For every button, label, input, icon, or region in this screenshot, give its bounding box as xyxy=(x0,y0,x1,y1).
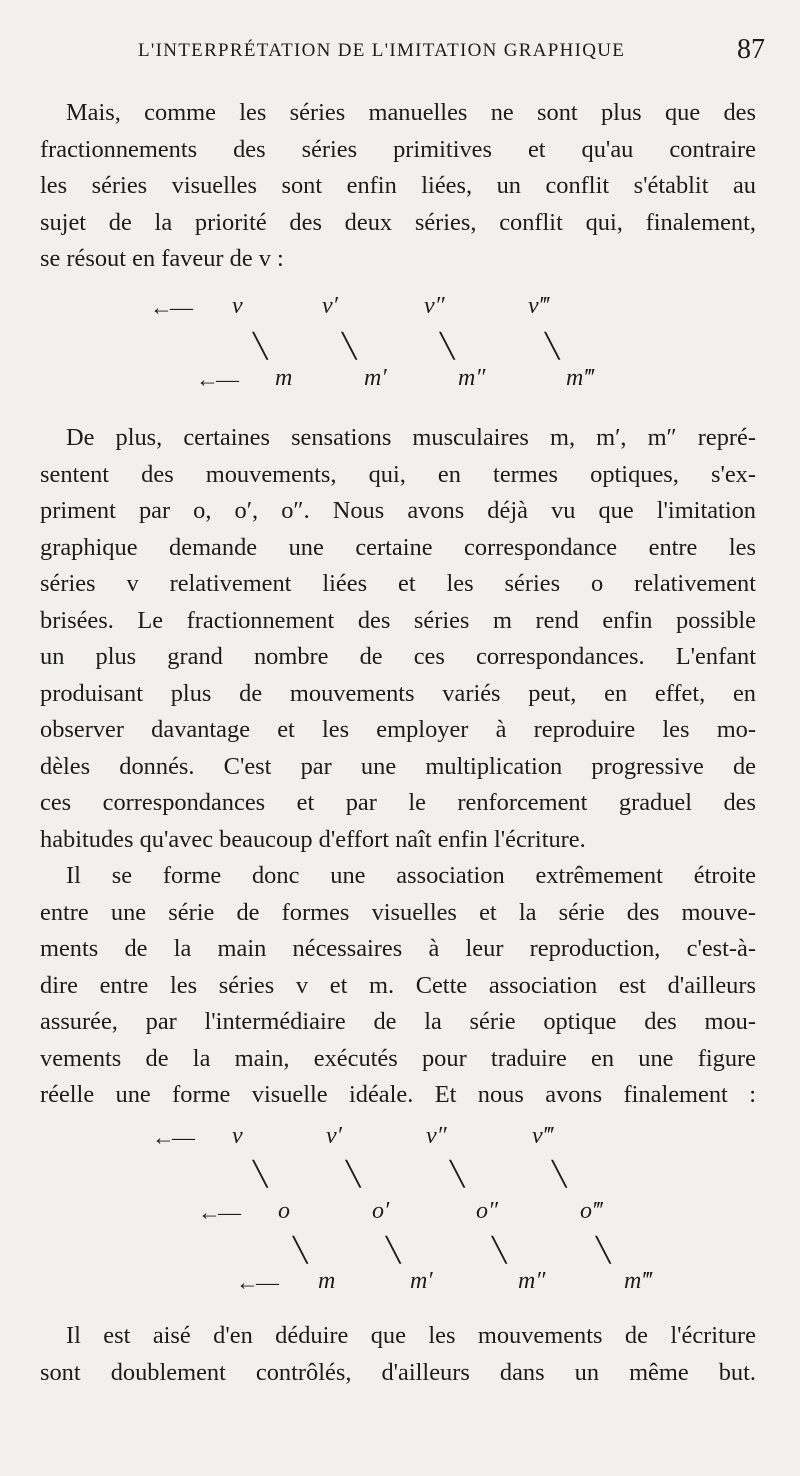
text-line: Il est aisé d'en déduire que les mouvements de l'écriture xyxy=(66,1322,756,1349)
text-line: produisant plus de mouvements variés peut, en effet, en xyxy=(40,679,756,707)
symbol-v: v‴ xyxy=(532,1123,553,1149)
running-head: L'INTERPRÉTATION DE L'IMITATION GRAPHIQUE xyxy=(138,40,626,61)
connector-line: ╲ xyxy=(342,334,357,360)
paragraph-4 xyxy=(40,1318,756,1391)
text-line: réelle une forme visuelle idéale. Et nous avons finalement : xyxy=(40,1081,756,1108)
connector-line: ╲ xyxy=(386,1238,401,1264)
symbol-v: v″ xyxy=(426,1123,447,1149)
text-line: un plus grand nombre de ces correspondances. L'enfant xyxy=(40,643,756,670)
symbol-m: m′ xyxy=(410,1268,433,1294)
arrow-left-icon: ←— xyxy=(152,1125,192,1150)
symbol-m: m‴ xyxy=(624,1268,652,1294)
symbol-o: o xyxy=(278,1198,290,1224)
symbol-m: m″ xyxy=(518,1268,546,1294)
text-line: habitudes qu'avec beaucoup d'effort naît enfin l'écriture. xyxy=(40,825,586,853)
connector-line: ╲ xyxy=(545,334,560,360)
arrow-left-icon: ←— xyxy=(198,1200,238,1225)
symbol-v: v‴ xyxy=(528,293,549,319)
symbol-o: o″ xyxy=(476,1198,498,1224)
text-line: sont doublement contrôlés, d'ailleurs dans un même but. xyxy=(40,1358,756,1386)
paragraph-1 xyxy=(40,95,756,278)
text-line: dèles donnés. C'est par une multiplication progressive de xyxy=(40,752,756,780)
connector-line: ╲ xyxy=(440,334,455,360)
page-header xyxy=(40,30,765,74)
connector-line: ╲ xyxy=(450,1162,465,1188)
connector-line: ╲ xyxy=(346,1162,361,1188)
text-line: les séries visuelles sont enfin liées, un conflit s'établit au xyxy=(40,172,756,199)
symbol-m: m xyxy=(318,1268,336,1294)
text-line: sentent des mouvements, qui, en termes optiques, s'ex- xyxy=(40,460,756,488)
page-number: 87 xyxy=(737,34,765,65)
symbol-m: m′ xyxy=(364,365,387,391)
connector-line: ╲ xyxy=(253,334,268,360)
text-line: ments de la main nécessaires à leur reproduction, c'est-à- xyxy=(40,935,756,962)
text-line: observer davantage et les employer à reproduire les mo- xyxy=(40,716,756,743)
paragraph-3 xyxy=(40,858,756,1114)
connector-line: ╲ xyxy=(596,1238,611,1264)
arrow-left-icon: ←— xyxy=(196,367,236,392)
text-line: sujet de la priorité des deux séries, conflit qui, finalement, xyxy=(40,208,756,236)
symbol-m: m‴ xyxy=(566,365,594,391)
text-line: fractionnements des séries primitives et qu'au contraire xyxy=(40,135,756,163)
symbol-v: v xyxy=(232,293,243,319)
text-line: se résout en faveur de v : xyxy=(40,245,284,272)
text-line: Mais, comme les séries manuelles ne sont plus que des xyxy=(66,99,756,126)
text-line: priment par o, o′, o″. Nous avons déjà vu que l'imitation xyxy=(40,497,756,524)
text-line: ces correspondances et par le renforcement graduel des xyxy=(40,789,756,816)
connector-line: ╲ xyxy=(293,1238,308,1264)
symbol-v: v′ xyxy=(326,1123,342,1149)
text-line: entre une série de formes visuelles et la série des mouve- xyxy=(40,898,756,926)
arrow-left-icon: ←— xyxy=(150,295,190,320)
text-line: graphique demande une certaine correspondance entre les xyxy=(40,533,756,561)
text-line: brisées. Le fractionnement des séries m rend enfin possible xyxy=(40,606,756,634)
symbol-o: o′ xyxy=(372,1198,390,1224)
connector-line: ╲ xyxy=(253,1162,268,1188)
text-line: séries v relativement liées et les séries o relativement xyxy=(40,570,756,597)
text-line: assurée, par l'intermédiaire de la série optique des mou- xyxy=(40,1008,756,1035)
symbol-v: v xyxy=(232,1123,243,1149)
symbol-m: m xyxy=(275,365,293,391)
connector-line: ╲ xyxy=(492,1238,507,1264)
text-line: vements de la main, exécutés pour traduire en une figure xyxy=(40,1044,756,1072)
connector-line: ╲ xyxy=(552,1162,567,1188)
text-line: Il se forme donc une association extrêmement étroite xyxy=(66,862,756,889)
symbol-o: o‴ xyxy=(580,1198,603,1224)
text-line: dire entre les séries v et m. Cette association est d'ailleurs xyxy=(40,971,756,999)
text-line: De plus, certaines sensations musculaires m, m′, m″ repré- xyxy=(66,424,756,451)
symbol-v: v″ xyxy=(424,293,445,319)
arrow-left-icon: ←— xyxy=(236,1270,276,1295)
symbol-m: m″ xyxy=(458,365,486,391)
symbol-v: v′ xyxy=(322,293,338,319)
paragraph-2 xyxy=(40,420,756,858)
